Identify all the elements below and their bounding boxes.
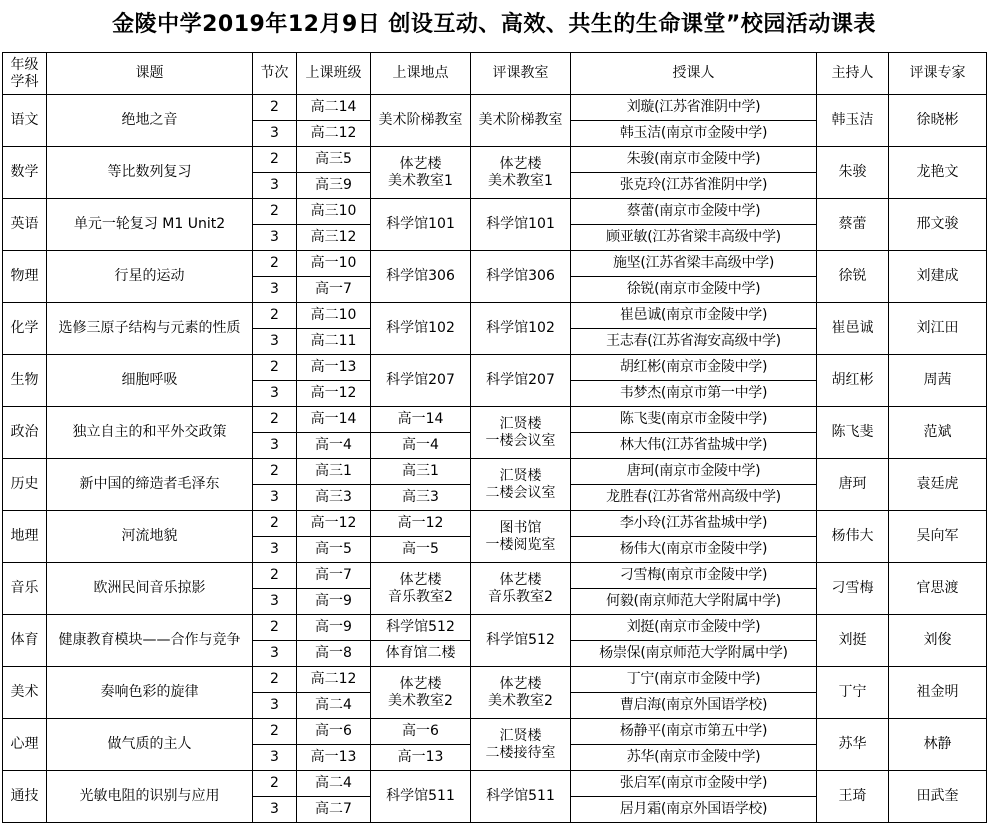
period-cell: 3 xyxy=(253,173,297,199)
table-row xyxy=(3,251,987,277)
subject-cell: 地理 xyxy=(3,511,47,563)
teacher-cell: 韩玉洁(南京市金陵中学) xyxy=(571,121,817,147)
teacher-cell: 龙胜春(江苏省常州高级中学) xyxy=(571,485,817,511)
header-teacher: 授课人 xyxy=(571,53,817,95)
period-cell: 2 xyxy=(253,511,297,537)
teacher-cell: 曹启海(南京外国语学校) xyxy=(571,693,817,719)
period-cell: 3 xyxy=(253,797,297,823)
topic-cell: 绝地之音 xyxy=(47,95,253,147)
teacher-cell: 何毅(南京师范大学附属中学) xyxy=(571,589,817,615)
topic-cell: 等比数列复习 xyxy=(47,147,253,199)
location-cell: 高一4 xyxy=(371,433,471,459)
location-cell: 科学馆207 xyxy=(371,355,471,407)
subject-cell: 物理 xyxy=(3,251,47,303)
class-cell: 高一9 xyxy=(297,615,371,641)
class-cell: 高三5 xyxy=(297,147,371,173)
expert-cell: 田武奎 xyxy=(889,771,987,823)
review-room-cell: 科学馆102 xyxy=(471,303,571,355)
host-cell: 唐珂 xyxy=(817,459,889,511)
topic-cell: 细胞呼吸 xyxy=(47,355,253,407)
period-cell: 2 xyxy=(253,719,297,745)
class-cell: 高一12 xyxy=(297,511,371,537)
period-cell: 3 xyxy=(253,641,297,667)
table-row xyxy=(3,771,987,797)
schedule-table xyxy=(2,52,987,823)
class-cell: 高二7 xyxy=(297,797,371,823)
topic-cell: 单元一轮复习 M1 Unit2 xyxy=(47,199,253,251)
host-cell: 杨伟大 xyxy=(817,511,889,563)
period-cell: 2 xyxy=(253,355,297,381)
review-room-cell: 科学馆511 xyxy=(471,771,571,823)
header-class: 上课班级 xyxy=(297,53,371,95)
period-cell: 2 xyxy=(253,407,297,433)
period-cell: 3 xyxy=(253,485,297,511)
period-cell: 3 xyxy=(253,225,297,251)
expert-cell: 吴向军 xyxy=(889,511,987,563)
host-cell: 朱骏 xyxy=(817,147,889,199)
teacher-cell: 施坚(江苏省梁丰高级中学) xyxy=(571,251,817,277)
page-title: 金陵中学2019年12月9日 创设互动、高效、共生的生命课堂”校园活动课表 xyxy=(112,12,876,37)
header-expert: 评课专家 xyxy=(889,53,987,95)
location-cell: 高一5 xyxy=(371,537,471,563)
expert-cell: 范斌 xyxy=(889,407,987,459)
table-row xyxy=(3,615,987,641)
class-cell: 高一13 xyxy=(297,355,371,381)
class-cell: 高一12 xyxy=(297,381,371,407)
teacher-cell: 崔邑诚(南京市金陵中学) xyxy=(571,303,817,329)
review-room-cell: 汇贤楼 一楼会议室 xyxy=(471,407,571,459)
topic-cell: 欧洲民间音乐掠影 xyxy=(47,563,253,615)
class-cell: 高二11 xyxy=(297,329,371,355)
header-period: 节次 xyxy=(253,53,297,95)
table-row xyxy=(3,563,987,589)
topic-cell: 新中国的缔造者毛泽东 xyxy=(47,459,253,511)
class-cell: 高一8 xyxy=(297,641,371,667)
expert-cell: 刘江田 xyxy=(889,303,987,355)
header-review-room: 评课教室 xyxy=(471,53,571,95)
teacher-cell: 杨崇保(南京师范大学附属中学) xyxy=(571,641,817,667)
teacher-cell: 顾亚敏(江苏省梁丰高级中学) xyxy=(571,225,817,251)
topic-cell: 行星的运动 xyxy=(47,251,253,303)
class-cell: 高一13 xyxy=(297,745,371,771)
teacher-cell: 杨伟大(南京市金陵中学) xyxy=(571,537,817,563)
class-cell: 高三10 xyxy=(297,199,371,225)
location-cell: 体育馆二楼 xyxy=(371,641,471,667)
expert-cell: 刘俊 xyxy=(889,615,987,667)
subject-cell: 美术 xyxy=(3,667,47,719)
review-room-cell: 汇贤楼 二楼接待室 xyxy=(471,719,571,771)
period-cell: 2 xyxy=(253,615,297,641)
location-cell: 体艺楼 美术教室2 xyxy=(371,667,471,719)
period-cell: 2 xyxy=(253,95,297,121)
teacher-cell: 陈飞斐(南京市金陵中学) xyxy=(571,407,817,433)
teacher-cell: 朱骏(南京市金陵中学) xyxy=(571,147,817,173)
location-cell: 高三1 xyxy=(371,459,471,485)
host-cell: 刘挺 xyxy=(817,615,889,667)
topic-cell: 河流地貌 xyxy=(47,511,253,563)
expert-cell: 袁廷虎 xyxy=(889,459,987,511)
class-cell: 高二10 xyxy=(297,303,371,329)
location-cell: 高一6 xyxy=(371,719,471,745)
teacher-cell: 苏华(南京市金陵中学) xyxy=(571,745,817,771)
expert-cell: 刘建成 xyxy=(889,251,987,303)
schedule-body xyxy=(3,95,987,823)
class-cell: 高三1 xyxy=(297,459,371,485)
location-cell: 美术阶梯教室 xyxy=(371,95,471,147)
period-cell: 2 xyxy=(253,459,297,485)
class-cell: 高三3 xyxy=(297,485,371,511)
subject-cell: 心理 xyxy=(3,719,47,771)
review-room-cell: 科学馆101 xyxy=(471,199,571,251)
period-cell: 2 xyxy=(253,771,297,797)
header-topic: 课题 xyxy=(47,53,253,95)
host-cell: 刁雪梅 xyxy=(817,563,889,615)
period-cell: 3 xyxy=(253,381,297,407)
topic-cell: 光敏电阻的识别与应用 xyxy=(47,771,253,823)
host-cell: 苏华 xyxy=(817,719,889,771)
table-row xyxy=(3,147,987,173)
expert-cell: 祖金明 xyxy=(889,667,987,719)
subject-cell: 数学 xyxy=(3,147,47,199)
teacher-cell: 居月霜(南京外国语学校) xyxy=(571,797,817,823)
table-row xyxy=(3,719,987,745)
teacher-cell: 杨静平(南京市第五中学) xyxy=(571,719,817,745)
teacher-cell: 刘挺(南京市金陵中学) xyxy=(571,615,817,641)
subject-cell: 历史 xyxy=(3,459,47,511)
host-cell: 丁宁 xyxy=(817,667,889,719)
teacher-cell: 张克玲(江苏省淮阴中学) xyxy=(571,173,817,199)
subject-cell: 体育 xyxy=(3,615,47,667)
period-cell: 2 xyxy=(253,147,297,173)
header-location: 上课地点 xyxy=(371,53,471,95)
subject-cell: 音乐 xyxy=(3,563,47,615)
class-cell: 高一6 xyxy=(297,719,371,745)
expert-cell: 周茜 xyxy=(889,355,987,407)
teacher-cell: 韦梦杰(南京市第一中学) xyxy=(571,381,817,407)
location-cell: 科学馆306 xyxy=(371,251,471,303)
teacher-cell: 蔡蕾(南京市金陵中学) xyxy=(571,199,817,225)
table-row xyxy=(3,355,987,381)
class-cell: 高二4 xyxy=(297,771,371,797)
table-row xyxy=(3,407,987,433)
table-row xyxy=(3,511,987,537)
review-room-cell: 图书馆 一楼阅览室 xyxy=(471,511,571,563)
class-cell: 高一4 xyxy=(297,433,371,459)
teacher-cell: 丁宁(南京市金陵中学) xyxy=(571,667,817,693)
teacher-cell: 张启军(南京市金陵中学) xyxy=(571,771,817,797)
header-host: 主持人 xyxy=(817,53,889,95)
header-subject: 年级学科 xyxy=(3,53,47,95)
class-cell: 高一7 xyxy=(297,563,371,589)
period-cell: 3 xyxy=(253,329,297,355)
location-cell: 高三3 xyxy=(371,485,471,511)
class-cell: 高二4 xyxy=(297,693,371,719)
teacher-cell: 刁雪梅(南京市金陵中学) xyxy=(571,563,817,589)
table-row xyxy=(3,95,987,121)
location-cell: 高一13 xyxy=(371,745,471,771)
host-cell: 蔡蕾 xyxy=(817,199,889,251)
period-cell: 3 xyxy=(253,693,297,719)
topic-cell: 做气质的主人 xyxy=(47,719,253,771)
host-cell: 王琦 xyxy=(817,771,889,823)
topic-cell: 健康教育模块——合作与竞争 xyxy=(47,615,253,667)
host-cell: 陈飞斐 xyxy=(817,407,889,459)
location-cell: 科学馆101 xyxy=(371,199,471,251)
location-cell: 科学馆511 xyxy=(371,771,471,823)
topic-cell: 选修三原子结构与元素的性质 xyxy=(47,303,253,355)
host-cell: 韩玉洁 xyxy=(817,95,889,147)
teacher-cell: 徐锐(南京市金陵中学) xyxy=(571,277,817,303)
teacher-cell: 唐珂(南京市金陵中学) xyxy=(571,459,817,485)
review-room-cell: 美术阶梯教室 xyxy=(471,95,571,147)
class-cell: 高一5 xyxy=(297,537,371,563)
class-cell: 高一7 xyxy=(297,277,371,303)
location-cell: 高一12 xyxy=(371,511,471,537)
teacher-cell: 王志春(江苏省海安高级中学) xyxy=(571,329,817,355)
location-cell: 体艺楼 美术教室1 xyxy=(371,147,471,199)
review-room-cell: 科学馆207 xyxy=(471,355,571,407)
review-room-cell: 汇贤楼 二楼会议室 xyxy=(471,459,571,511)
teacher-cell: 刘璇(江苏省淮阴中学) xyxy=(571,95,817,121)
subject-cell: 生物 xyxy=(3,355,47,407)
review-room-cell: 科学馆306 xyxy=(471,251,571,303)
period-cell: 3 xyxy=(253,745,297,771)
topic-cell: 独立自主的和平外交政策 xyxy=(47,407,253,459)
period-cell: 2 xyxy=(253,303,297,329)
class-cell: 高三12 xyxy=(297,225,371,251)
table-row xyxy=(3,667,987,693)
topic-cell: 奏响色彩的旋律 xyxy=(47,667,253,719)
expert-cell: 官思渡 xyxy=(889,563,987,615)
class-cell: 高二12 xyxy=(297,667,371,693)
location-cell: 体艺楼 音乐教室2 xyxy=(371,563,471,615)
period-cell: 2 xyxy=(253,667,297,693)
host-cell: 徐锐 xyxy=(817,251,889,303)
table-row xyxy=(3,459,987,485)
teacher-cell: 林大伟(江苏省盐城中学) xyxy=(571,433,817,459)
class-cell: 高一14 xyxy=(297,407,371,433)
table-row xyxy=(3,199,987,225)
subject-cell: 语文 xyxy=(3,95,47,147)
expert-cell: 徐晓彬 xyxy=(889,95,987,147)
period-cell: 3 xyxy=(253,537,297,563)
teacher-cell: 胡红彬(南京市金陵中学) xyxy=(571,355,817,381)
review-room-cell: 体艺楼 音乐教室2 xyxy=(471,563,571,615)
review-room-cell: 体艺楼 美术教室2 xyxy=(471,667,571,719)
subject-cell: 政治 xyxy=(3,407,47,459)
period-cell: 2 xyxy=(253,199,297,225)
class-cell: 高二14 xyxy=(297,95,371,121)
subject-cell: 通技 xyxy=(3,771,47,823)
period-cell: 2 xyxy=(253,563,297,589)
period-cell: 3 xyxy=(253,433,297,459)
location-cell: 科学馆102 xyxy=(371,303,471,355)
class-cell: 高三9 xyxy=(297,173,371,199)
expert-cell: 龙艳文 xyxy=(889,147,987,199)
expert-cell: 邢文骏 xyxy=(889,199,987,251)
period-cell: 3 xyxy=(253,277,297,303)
expert-cell: 林静 xyxy=(889,719,987,771)
period-cell: 2 xyxy=(253,251,297,277)
subject-cell: 化学 xyxy=(3,303,47,355)
period-cell: 3 xyxy=(253,121,297,147)
location-cell: 高一14 xyxy=(371,407,471,433)
subject-cell: 英语 xyxy=(3,199,47,251)
host-cell: 崔邑诚 xyxy=(817,303,889,355)
table-row xyxy=(3,303,987,329)
period-cell: 3 xyxy=(253,589,297,615)
teacher-cell: 李小玲(江苏省盐城中学) xyxy=(571,511,817,537)
class-cell: 高一9 xyxy=(297,589,371,615)
review-room-cell: 科学馆512 xyxy=(471,615,571,667)
class-cell: 高一10 xyxy=(297,251,371,277)
review-room-cell: 体艺楼 美术教室1 xyxy=(471,147,571,199)
header-row xyxy=(3,53,987,95)
class-cell: 高二12 xyxy=(297,121,371,147)
location-cell: 科学馆512 xyxy=(371,615,471,641)
host-cell: 胡红彬 xyxy=(817,355,889,407)
